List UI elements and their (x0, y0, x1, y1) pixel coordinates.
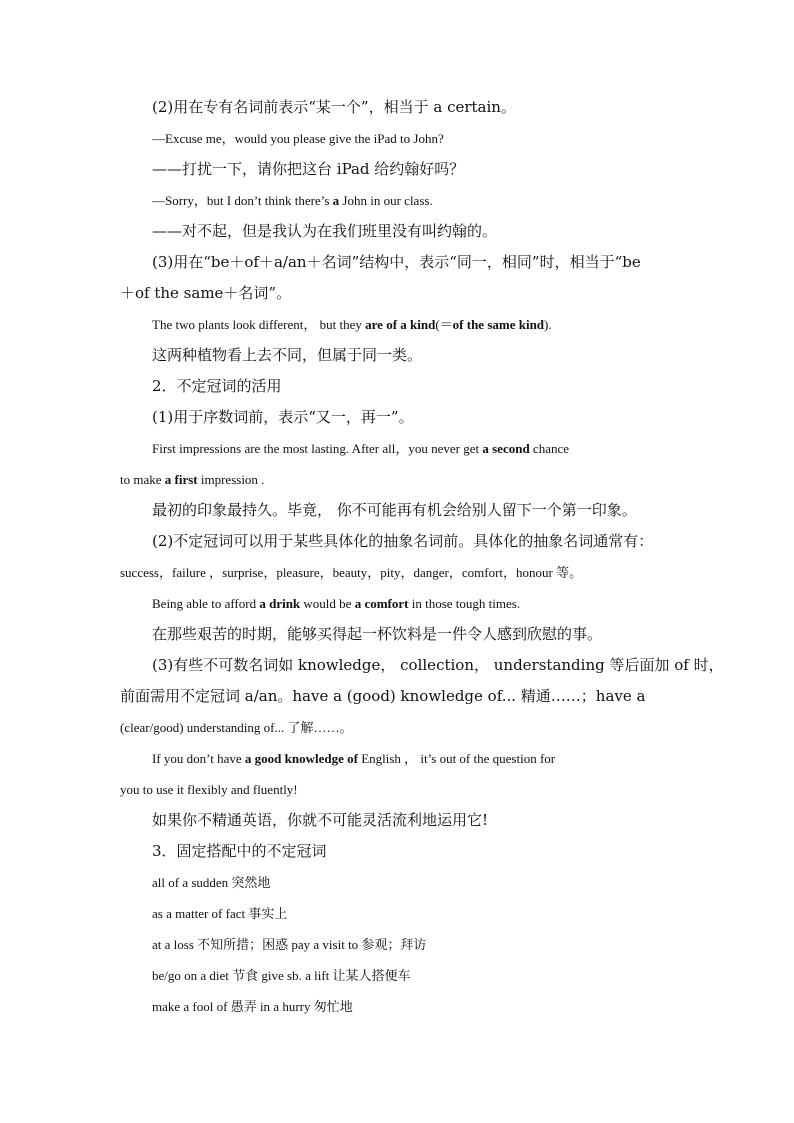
example-en-5 (120, 588, 676, 619)
rule-3-heading: (3)用在“be＋of＋a/an＋名词”结构中，表示“同一，相同”时，相当于“be (152, 253, 641, 271)
rule-2-heading: (2)用在专有名词前表示“某一个”，相当于 a certain。 (152, 98, 516, 116)
usage-3-heading: (3)有些不可数名词如 knowledge， collection， understanding 等后面加 of 时， (152, 656, 724, 674)
text-span: in those tough times. (408, 596, 521, 611)
example-en-4-cont (120, 464, 676, 495)
example-zh-1: ——打扰一下，请你把这台 iPad 给约翰好吗？ (152, 160, 465, 178)
example-en-2 (120, 185, 676, 216)
example-en-6 (120, 743, 676, 774)
example-en-1: —Excuse me，would you please give the iPad to John? (152, 131, 444, 146)
bold-span: are of a kind (365, 317, 436, 332)
text-span: would be (300, 596, 355, 611)
bold-span: a first (164, 472, 198, 487)
example-zh-4: 最初的印象最持久。毕竟， 你不可能再有机会给别人留下一个第一印象。 (152, 501, 637, 519)
bold-span: of the same kind (452, 317, 545, 332)
example-en-3 (120, 309, 676, 340)
rule-3-heading-cont: ＋of the same＋名词”。 (120, 284, 292, 302)
bold-span: a good knowledge of (244, 751, 358, 766)
section-3-title: 3．固定搭配中的不定冠词 (152, 842, 327, 860)
bold-span: a second (482, 441, 530, 456)
text-span: If you don’t have (152, 751, 245, 766)
abstract-noun-list: success，failure ，surprise，pleasure，beauty，pity，danger，comfort，honour 等。 (120, 565, 583, 580)
text-span: Being able to afford (152, 596, 260, 611)
phrase-item: be/go on a diet 节食 give sb. a lift 让某人搭便车 (152, 968, 411, 983)
usage-2-heading: (2)不定冠词可以用于某些具体化的抽象名词前。具体化的抽象名词通常有： (152, 532, 654, 550)
usage-3-heading-cont: 前面需用不定冠词 a/an。have a (good) knowledge of... 精通……；have a (120, 687, 646, 705)
example-zh-2: ——对不起，但是我认为在我们班里没有叫约翰的。 (152, 222, 498, 240)
example-en-6-cont: you to use it flexibly and fluently! (120, 782, 298, 797)
text-span: ). (544, 317, 552, 332)
phrase-item: all of a sudden 突然地 (152, 875, 271, 890)
bold-span: a comfort (354, 596, 409, 611)
text-span: chance (529, 441, 570, 456)
usage-3-heading-cont-2: (clear/good) understanding of... 了解……。 (120, 720, 353, 735)
text-span: (＝ (435, 317, 453, 332)
phrase-item: make a fool of 愚弄 in a hurry 匆忙地 (152, 999, 353, 1014)
text-span: impression . (197, 472, 265, 487)
text-span: First impressions are the most lasting. After all，you never get (152, 441, 483, 456)
section-2-title: 2．不定冠词的活用 (152, 377, 282, 395)
document-page (120, 92, 724, 1022)
usage-1-heading: (1)用于序数词前，表示“又一，再一”。 (152, 408, 414, 426)
bold-span: a drink (259, 596, 301, 611)
phrase-item: at a loss 不知所措；困惑 pay a visit to 参观；拜访 (152, 937, 427, 952)
text-span: English ， it’s out of the question for (357, 751, 556, 766)
example-zh-6: 如果你不精通英语，你就不可能灵活流利地运用它! (152, 811, 489, 829)
phrase-item: as a matter of fact 事实上 (152, 906, 288, 921)
example-zh-3: 这两种植物看上去不同，但属于同一类。 (152, 346, 423, 364)
text-span: John in our class. (339, 193, 433, 208)
example-en-4 (120, 433, 676, 464)
bold-span: a (332, 193, 340, 208)
text-span: —Sorry，but I don’t think there’s (152, 193, 333, 208)
example-zh-5: 在那些艰苦的时期，能够买得起一杯饮料是一件令人感到欣慰的事。 (152, 625, 603, 643)
text-span: The two plants look different， but they (152, 317, 366, 332)
text-span: to make (120, 472, 165, 487)
